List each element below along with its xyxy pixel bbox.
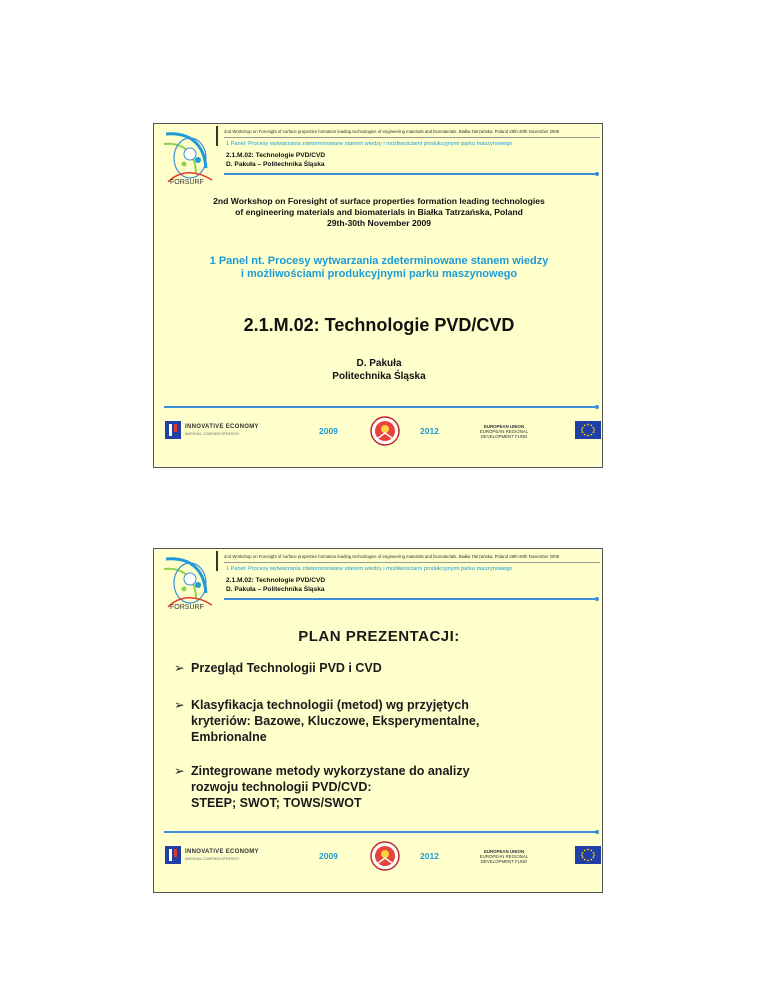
agenda-item: ➢ Przegląd Technologii PVD i CVD	[174, 661, 382, 675]
header-rule-dot	[595, 172, 599, 176]
header-divider	[216, 551, 218, 571]
eu-flag-icon	[575, 421, 601, 439]
header-rule	[224, 173, 596, 175]
eu-fund-label: EUROPEAN UNION EUROPEAN REGIONAL DEVELOPMENT FUND	[479, 849, 529, 864]
slide-footer	[154, 836, 603, 893]
innovative-economy-subtitle: NATIONAL COHESION STRATEGY	[185, 432, 240, 436]
header-workshop-line: 2nd Workshop on Foresight of surface properties formation leading technologies of engineering materials and biomaterials, Białka Tatrzańska, Poland 29th-30th November 2009	[224, 554, 560, 559]
arrow-bullet-icon: ➢	[174, 764, 185, 778]
presentation-title: 2.1.M.02: Technologie PVD/CVD	[243, 315, 515, 335]
agenda-item: ➢ Zintegrowane metody wykorzystane do analizy rozwoju technologii PVD/CVD: STEEP; SWOT; TOWS/SWOT	[174, 764, 470, 810]
slide-2	[153, 548, 603, 893]
footer-rule	[164, 406, 596, 408]
innovative-economy-subtitle: NATIONAL COHESION STRATEGY	[185, 857, 240, 861]
year-end: 2012	[420, 426, 439, 436]
header-panel: 1 Panel: Procesy wytwarzania zdeterminowane stanem wiedzy i możliwościami produkcyjnymi parku maszynowego	[226, 141, 513, 147]
panel-title: 1 Panel nt. Procesy wytwarzania zdeterminowane stanem wiedzy i możliwościami produkcyjnymi parku maszynowego	[209, 255, 549, 280]
slide-footer	[154, 411, 603, 468]
agenda-title: PLAN PREZENTACJI:	[298, 628, 460, 645]
header-separator	[224, 137, 600, 138]
svg-text:FORSURF: FORSURF	[170, 179, 204, 186]
arrow-bullet-icon: ➢	[174, 661, 185, 675]
header-code: 2.1.M.02: Technologie PVD/CVD	[226, 152, 326, 159]
innovative-economy-title: INNOVATIVE ECONOMY	[185, 849, 259, 855]
year-end: 2012	[420, 851, 439, 861]
eu-flag-icon	[575, 846, 601, 864]
header-author: D. Pakuła – Politechnika Śląska	[226, 586, 325, 593]
year-start: 2009	[319, 426, 338, 436]
header-rule-dot	[595, 597, 599, 601]
innovative-economy-title: INNOVATIVE ECONOMY	[185, 424, 259, 430]
innovative-economy-logo-icon	[165, 421, 181, 439]
footer-rule-dot	[595, 405, 599, 409]
agenda-item: ➢ Klasyfikacja technologii (metod) wg przyjętych kryteriów: Bazowe, Kluczowe, Eksperymentalne, Embrionalne	[174, 698, 480, 744]
arrow-bullet-icon: ➢	[174, 698, 185, 712]
workshop-title: 2nd Workshop on Foresight of surface properties formation leading technologies of engineering materials and biomaterials in Białka Tatrzańska, Poland 29th-30th November 2009	[213, 196, 545, 228]
header-code: 2.1.M.02: Technologie PVD/CVD	[226, 577, 326, 584]
emblem-icon	[370, 416, 400, 446]
forsurf-logo-icon	[160, 555, 216, 611]
svg-text:FORSURF: FORSURF	[170, 604, 204, 611]
forsurf-logo-icon	[160, 130, 216, 186]
header-separator	[224, 562, 600, 563]
header-author: D. Pakuła – Politechnika Śląska	[226, 161, 325, 168]
slide-1	[153, 123, 603, 468]
header-panel: 1 Panel: Procesy wytwarzania zdeterminowane stanem wiedzy i możliwościami produkcyjnymi parku maszynowego	[226, 566, 513, 572]
eu-fund-label: EUROPEAN UNION EUROPEAN REGIONAL DEVELOPMENT FUND	[479, 424, 529, 439]
header-rule	[224, 598, 596, 600]
footer-rule-dot	[595, 830, 599, 834]
year-start: 2009	[319, 851, 338, 861]
innovative-economy-logo-icon	[165, 846, 181, 864]
emblem-icon	[370, 841, 400, 871]
header-workshop-line: 2nd Workshop on Foresight of surface properties formation leading technologies of engineering materials and biomaterials, Białka Tatrzańska, Poland 29th-30th November 2009	[224, 129, 560, 134]
header-divider	[216, 126, 218, 146]
footer-rule	[164, 831, 596, 833]
presentation-author: D. Pakuła Politechnika Śląska	[332, 358, 426, 382]
